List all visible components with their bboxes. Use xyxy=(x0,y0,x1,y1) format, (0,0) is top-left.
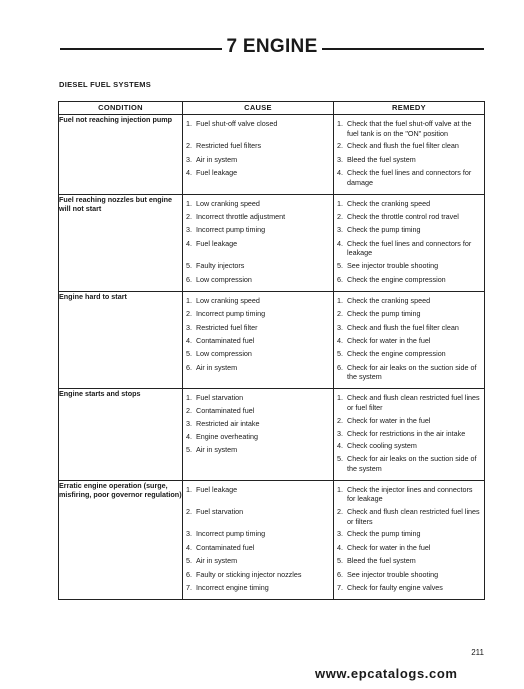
cause-item-number: 1. xyxy=(186,119,192,128)
remedy-item xyxy=(337,275,481,285)
remedy-item-text: Check and flush clean restricted fuel lines or filters xyxy=(347,507,480,526)
remedy-item-number: 5. xyxy=(337,454,343,464)
remedy-item-number: 4. xyxy=(337,441,343,451)
cause-item xyxy=(186,419,330,429)
cause-item-number: 5. xyxy=(186,349,192,359)
condition-cell: Engine starts and stops xyxy=(59,389,183,480)
cause-item-number: 1. xyxy=(186,198,192,208)
remedy-item-text: Check that the fuel shut-off valve at the fuel tank is on the "ON" position xyxy=(347,119,472,138)
remedy-item xyxy=(337,199,481,209)
cause-item-text: Fuel starvation xyxy=(196,393,244,403)
remedy-item-number: 2. xyxy=(337,211,343,221)
condition-cell: Engine hard to start xyxy=(59,291,183,388)
table-row xyxy=(59,115,485,195)
cause-item-number: 3. xyxy=(186,529,192,539)
remedy-item-text: See injector trouble shooting xyxy=(347,569,439,579)
remedy-item-number: 3. xyxy=(337,154,343,164)
cause-item-text: Low compression xyxy=(196,349,252,359)
remedy-item-number: 5. xyxy=(337,349,343,359)
cause-item-text: Low cranking speed xyxy=(196,295,260,305)
remedy-item-number: 2. xyxy=(337,141,343,151)
cause-item-number: 4. xyxy=(186,431,192,441)
cause-item-number: 2. xyxy=(186,309,192,319)
cause-item-text: Contaminated fuel xyxy=(196,406,255,416)
remedy-item-number: 1. xyxy=(337,198,343,208)
remedy-item-number: 3. xyxy=(337,225,343,235)
remedy-item-number: 6. xyxy=(337,362,343,372)
cause-item-text: Faulty injectors xyxy=(196,261,245,271)
remedy-item-text: See injector trouble shooting xyxy=(347,261,439,271)
cause-item-number: 5. xyxy=(186,444,192,454)
cause-item-number: 6. xyxy=(186,569,192,579)
remedy-item xyxy=(337,485,481,504)
cause-item-text: Restricted fuel filter xyxy=(196,322,258,332)
remedy-item xyxy=(337,416,481,426)
remedy-item-number: 7. xyxy=(337,583,343,593)
cause-item-text: Fuel leakage xyxy=(196,238,238,248)
remedy-item-text: Check the throttle control rod travel xyxy=(347,211,459,221)
cause-cell xyxy=(183,291,334,388)
cause-item-text: Low cranking speed xyxy=(196,198,260,208)
cause-item-text: Fuel leakage xyxy=(196,484,238,494)
cause-item-number: 3. xyxy=(186,322,192,332)
remedy-cell xyxy=(334,480,485,600)
remedy-item-number: 2. xyxy=(337,415,343,425)
remedy-item-number: 4. xyxy=(337,168,343,178)
remedy-item-text: Check for air leaks on the suction side of the system xyxy=(347,454,477,473)
table-row xyxy=(59,389,485,480)
cause-item-text: Air in system xyxy=(196,154,238,164)
table-header-row xyxy=(59,102,485,115)
remedy-item-text: Check the injector lines and connectors for leakage xyxy=(347,484,473,504)
condition-cell: Erratic engine operation (surge, misfiring, poor governor regulation) xyxy=(59,480,183,600)
remedy-item-text: Check the engine compression xyxy=(347,349,446,359)
remedy-item-number: 3. xyxy=(337,428,343,438)
remedy-item-text: Bleed the fuel system xyxy=(347,556,416,566)
remedy-item xyxy=(337,441,481,451)
remedy-cell xyxy=(334,194,485,291)
cause-item-text: Restricted air intake xyxy=(196,419,260,429)
remedy-item-text: Bleed the fuel system xyxy=(347,154,416,164)
cause-item-text: Incorrect pump timing xyxy=(196,529,266,539)
cause-item-text: Incorrect engine timing xyxy=(196,583,269,593)
header-rule-right xyxy=(322,48,484,50)
cause-item xyxy=(186,275,330,285)
cause-item xyxy=(186,406,330,416)
chapter-header xyxy=(60,36,484,58)
cause-item-text: Low compression xyxy=(196,274,252,284)
condition-cell: Fuel reaching nozzles but engine will not start xyxy=(59,194,183,291)
remedy-item-text: Check the pump timing xyxy=(347,309,421,319)
cause-item xyxy=(186,261,330,271)
remedy-cell xyxy=(334,115,485,195)
remedy-item xyxy=(337,296,481,306)
remedy-item xyxy=(337,556,481,566)
remedy-item xyxy=(337,309,481,319)
cause-item-text: Air in system xyxy=(196,556,238,566)
remedy-item-number: 4. xyxy=(337,542,343,552)
cause-item-number: 4. xyxy=(186,542,192,552)
cause-item xyxy=(186,507,330,526)
cause-item xyxy=(186,199,330,209)
remedy-item-text: Check for water in the fuel xyxy=(347,336,431,346)
remedy-item-number: 5. xyxy=(337,556,343,566)
remedy-item xyxy=(337,543,481,553)
column-header-remedy: REMEDY xyxy=(334,102,485,115)
cause-item xyxy=(186,309,330,319)
remedy-item xyxy=(337,336,481,346)
remedy-item-number: 5. xyxy=(337,261,343,271)
cause-item-text: Contaminated fuel xyxy=(196,336,255,346)
remedy-item-number: 4. xyxy=(337,336,343,346)
watermark: www.epcatalogs.com xyxy=(315,666,458,681)
cause-item xyxy=(186,393,330,403)
cause-cell xyxy=(183,115,334,195)
cause-item xyxy=(186,363,330,382)
remedy-item-number: 2. xyxy=(337,309,343,319)
remedy-item-text: Check cooling system xyxy=(347,441,417,451)
remedy-item-text: Check for water in the fuel xyxy=(347,542,431,552)
cause-item-text: Incorrect throttle adjustment xyxy=(196,211,286,221)
cause-cell xyxy=(183,194,334,291)
cause-item xyxy=(186,485,330,504)
cause-item xyxy=(186,141,330,151)
cause-item-text: Faulty or sticking injector nozzles xyxy=(196,569,302,579)
remedy-item-number: 3. xyxy=(337,322,343,332)
remedy-item-text: Check the engine compression xyxy=(347,274,446,284)
column-header-condition: CONDITION xyxy=(59,102,183,115)
cause-item-text: Incorrect pump timing xyxy=(196,225,266,235)
remedy-item xyxy=(337,119,481,138)
remedy-item-number: 1. xyxy=(337,484,343,494)
remedy-item xyxy=(337,454,481,473)
remedy-item-text: Check for faulty engine valves xyxy=(347,583,443,593)
cause-item-number: 2. xyxy=(186,211,192,221)
remedy-item-text: Check the pump timing xyxy=(347,225,421,235)
table-row xyxy=(59,194,485,291)
cause-item-number: 6. xyxy=(186,362,192,372)
cause-item-number: 3. xyxy=(186,419,192,429)
cause-item-number: 5. xyxy=(186,556,192,566)
cause-item-text: Air in system xyxy=(196,362,238,372)
cause-item-text: Restricted fuel filters xyxy=(196,141,262,151)
cause-item xyxy=(186,543,330,553)
cause-item xyxy=(186,296,330,306)
cause-item-text: Fuel shut-off valve closed xyxy=(196,119,278,128)
remedy-item-number: 1. xyxy=(337,393,343,403)
remedy-item xyxy=(337,225,481,235)
cause-item xyxy=(186,212,330,222)
remedy-item xyxy=(337,212,481,222)
chapter-title: 7 ENGINE xyxy=(226,36,318,57)
remedy-item xyxy=(337,570,481,580)
cause-item xyxy=(186,349,330,359)
cause-item-number: 3. xyxy=(186,154,192,164)
cause-item-text: Fuel leakage xyxy=(196,168,238,178)
remedy-item-text: Check the cranking speed xyxy=(347,198,431,208)
remedy-item xyxy=(337,349,481,359)
cause-item-number: 2. xyxy=(186,507,192,517)
page-number: 211 xyxy=(471,648,484,657)
cause-item xyxy=(186,556,330,566)
cause-item-number: 1. xyxy=(186,295,192,305)
cause-item xyxy=(186,336,330,346)
remedy-item xyxy=(337,141,481,151)
header-rule-left xyxy=(60,48,222,50)
cause-item-number: 6. xyxy=(186,274,192,284)
cause-item-number: 1. xyxy=(186,393,192,403)
cause-item-number: 4. xyxy=(186,238,192,248)
remedy-item-number: 2. xyxy=(337,507,343,517)
remedy-item-text: Check and flush the fuel filter clean xyxy=(347,322,459,332)
cause-item xyxy=(186,168,330,187)
cause-item xyxy=(186,323,330,333)
cause-item xyxy=(186,432,330,442)
remedy-cell xyxy=(334,389,485,480)
remedy-item xyxy=(337,261,481,271)
remedy-item-number: 6. xyxy=(337,274,343,284)
cause-item-text: Air in system xyxy=(196,444,238,454)
cause-item-text: Fuel starvation xyxy=(196,507,244,517)
cause-cell xyxy=(183,480,334,600)
cause-item-number: 4. xyxy=(186,336,192,346)
cause-item-number: 7. xyxy=(186,583,192,593)
remedy-item-text: Check the fuel lines and connectors for damage xyxy=(347,168,472,187)
remedy-item xyxy=(337,168,481,187)
remedy-item-text: Check and flush clean restricted fuel lines or fuel filter xyxy=(347,393,480,412)
cause-item-number: 1. xyxy=(186,484,192,494)
remedy-item xyxy=(337,363,481,382)
column-header-cause: CAUSE xyxy=(183,102,334,115)
cause-item-number: 4. xyxy=(186,168,192,178)
condition-cell: Fuel not reaching injection pump xyxy=(59,115,183,195)
remedy-item-number: 6. xyxy=(337,569,343,579)
remedy-item-text: Check for restrictions in the air intake xyxy=(347,428,466,438)
remedy-item-text: Check the cranking speed xyxy=(347,295,431,305)
cause-item xyxy=(186,239,330,258)
cause-item xyxy=(186,529,330,539)
cause-item-number: 5. xyxy=(186,261,192,271)
remedy-item-number: 1. xyxy=(337,295,343,305)
remedy-item-text: Check the fuel lines and connectors for leakage xyxy=(347,238,472,258)
remedy-item-text: Check the pump timing xyxy=(347,529,421,539)
cause-item xyxy=(186,570,330,580)
remedy-item xyxy=(337,583,481,593)
cause-item xyxy=(186,155,330,165)
troubleshooting-table xyxy=(58,101,485,600)
remedy-item-text: Check and flush the fuel filter clean xyxy=(347,141,459,151)
cause-item-text: Incorrect pump timing xyxy=(196,309,266,319)
remedy-item-text: Check for air leaks on the suction side of the system xyxy=(347,362,477,382)
cause-item xyxy=(186,583,330,593)
remedy-item-number: 3. xyxy=(337,529,343,539)
cause-item-number: 3. xyxy=(186,225,192,235)
remedy-item xyxy=(337,507,481,526)
remedy-item-text: Check for water in the fuel xyxy=(347,415,431,425)
remedy-item xyxy=(337,529,481,539)
cause-cell xyxy=(183,389,334,480)
table-row xyxy=(59,480,485,600)
table-row xyxy=(59,291,485,388)
section-title: DIESEL FUEL SYSTEMS xyxy=(59,80,152,89)
cause-item-number: 2. xyxy=(186,406,192,416)
cause-item-text: Contaminated fuel xyxy=(196,542,255,552)
cause-item xyxy=(186,119,330,138)
cause-item-text: Engine overheating xyxy=(196,431,258,441)
remedy-item-number: 1. xyxy=(337,119,343,128)
remedy-item xyxy=(337,239,481,258)
cause-item-number: 2. xyxy=(186,141,192,151)
cause-item xyxy=(186,225,330,235)
remedy-item xyxy=(337,393,481,412)
remedy-cell xyxy=(334,291,485,388)
cause-item xyxy=(186,445,330,455)
remedy-item xyxy=(337,429,481,439)
remedy-item-number: 4. xyxy=(337,238,343,248)
remedy-item xyxy=(337,323,481,333)
remedy-item xyxy=(337,155,481,165)
